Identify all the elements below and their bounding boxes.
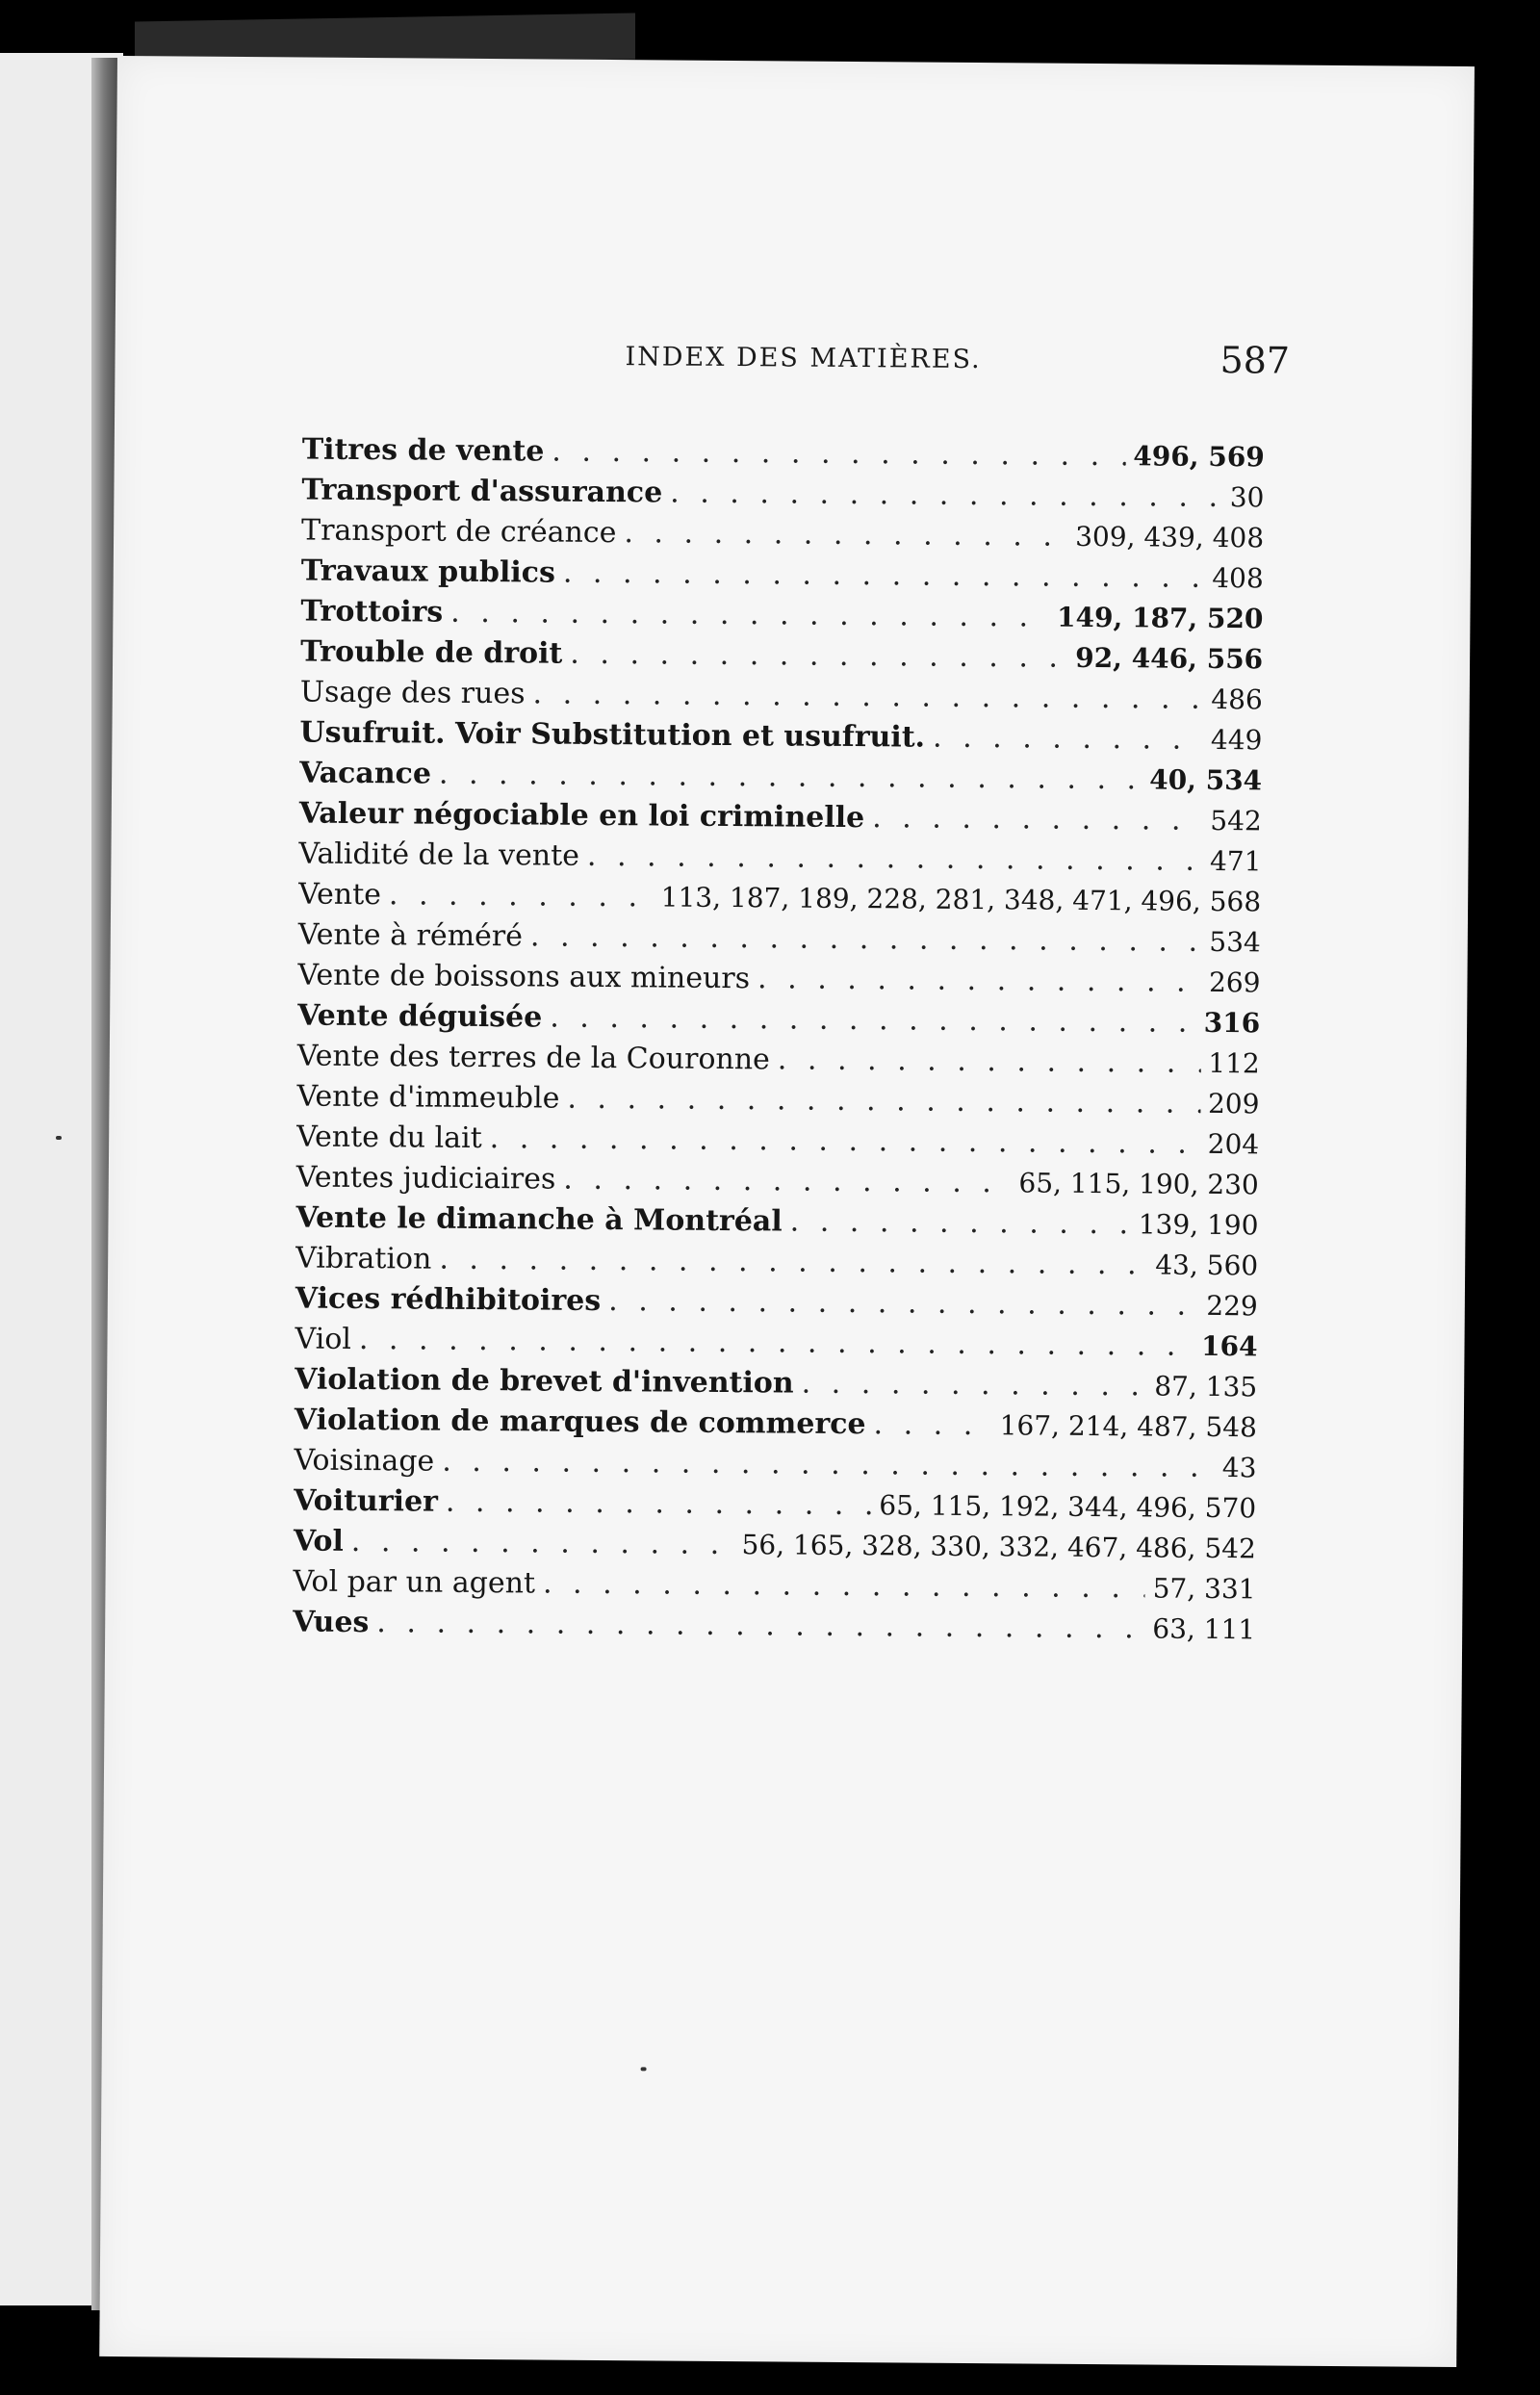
index-pages: 204 xyxy=(1207,1127,1260,1161)
index-pages: 316 xyxy=(1203,1006,1261,1040)
index-term: Vente d'immeuble xyxy=(296,1079,560,1116)
index-term: Vente à réméré xyxy=(297,917,524,954)
dot-leader xyxy=(359,1323,1194,1363)
dot-leader xyxy=(442,1445,1215,1484)
index-pages: 113, 187, 189, 228, 281, 348, 471, 496, 568 xyxy=(660,881,1262,918)
dot-leader xyxy=(439,1243,1147,1282)
dot-leader xyxy=(563,556,1205,595)
index-pages: 486 xyxy=(1211,682,1263,716)
dot-leader xyxy=(570,637,1067,675)
page-header xyxy=(115,330,1472,399)
index-term: Voiturier xyxy=(294,1483,439,1519)
index-term: Valeur négociable en loi criminelle xyxy=(298,796,865,836)
index-term: Vente le dimanche à Montréal xyxy=(295,1200,783,1239)
index-term: Vente de boissons aux mineurs xyxy=(297,958,751,996)
index-pages: 57, 331 xyxy=(1152,1572,1256,1606)
dot-leader xyxy=(351,1525,734,1561)
dot-leader xyxy=(450,596,1049,634)
dot-leader xyxy=(543,1567,1145,1606)
dot-leader xyxy=(778,1043,1201,1079)
index-term: Usage des rues xyxy=(299,675,526,711)
index-pages: 63, 111 xyxy=(1152,1612,1256,1646)
index-pages: 471 xyxy=(1209,844,1262,878)
index-pages: 167, 214, 487, 548 xyxy=(999,1409,1257,1444)
index-term: Transport de créance xyxy=(300,513,617,551)
dot-leader xyxy=(530,919,1202,958)
index-pages: 209 xyxy=(1207,1087,1260,1120)
page-number: 587 xyxy=(1219,339,1291,382)
index-term: Voisinage xyxy=(294,1443,435,1479)
index-term: Ventes judiciaires xyxy=(295,1160,556,1197)
dot-leader xyxy=(670,476,1222,515)
index-term: Trottoirs xyxy=(300,594,444,630)
index-term: Titres de vente xyxy=(301,432,545,469)
dot-leader xyxy=(933,721,1203,757)
running-title: INDEX DES MATIÈRES. xyxy=(625,342,982,375)
dot-leader xyxy=(608,1284,1198,1323)
dot-leader xyxy=(802,1367,1147,1404)
index-pages: 65, 115, 190, 230 xyxy=(1018,1167,1259,1201)
index-pages: 269 xyxy=(1208,966,1261,999)
index-pages: 229 xyxy=(1206,1289,1258,1323)
dot-leader xyxy=(624,516,1067,554)
index-pages: 542 xyxy=(1210,804,1262,837)
dot-leader xyxy=(567,1082,1200,1120)
dot-leader xyxy=(790,1205,1131,1242)
dot-leader xyxy=(587,839,1202,878)
index-term: Violation de marques de commerce xyxy=(294,1403,866,1442)
index-pages: 40, 534 xyxy=(1149,763,1263,797)
index-term: Usufruit. Voir Substitution et usufruit. xyxy=(299,715,926,755)
dot-leader xyxy=(446,1485,872,1522)
index-term: Vente des terres de la Couronne xyxy=(296,1039,771,1077)
index-pages: 30 xyxy=(1229,481,1265,514)
index-list xyxy=(293,433,1265,1654)
index-term: Vol par un agent xyxy=(293,1564,536,1601)
index-term: Vacance xyxy=(299,756,432,791)
dust-speck xyxy=(641,2067,647,2071)
index-pages: 164 xyxy=(1200,1329,1258,1363)
index-pages: 87, 135 xyxy=(1154,1370,1258,1404)
index-pages: 65, 115, 192, 344, 496, 570 xyxy=(879,1489,1257,1525)
index-term: Violation de brevet d'invention xyxy=(295,1362,794,1401)
index-pages: 112 xyxy=(1208,1046,1260,1080)
index-pages: 496, 569 xyxy=(1133,440,1265,474)
index-pages: 43 xyxy=(1221,1452,1257,1484)
index-term: Trouble de droit xyxy=(300,634,563,671)
index-pages: 43, 560 xyxy=(1155,1249,1259,1282)
index-pages: 92, 446, 556 xyxy=(1075,641,1264,676)
index-pages: 449 xyxy=(1210,723,1263,757)
index-term: Vente xyxy=(298,877,382,913)
dot-leader xyxy=(873,1407,991,1442)
dot-leader xyxy=(552,435,1125,474)
index-term: Transport d'assurance xyxy=(301,473,663,510)
dust-speck xyxy=(56,1136,62,1140)
index-term: Vibration xyxy=(295,1241,432,1276)
dot-leader xyxy=(532,677,1203,715)
index-pages: 408 xyxy=(1212,561,1264,595)
index-pages: 139, 190 xyxy=(1138,1208,1259,1242)
dot-leader xyxy=(490,1121,1200,1161)
index-term: Vol xyxy=(293,1524,344,1558)
index-term: Viol xyxy=(295,1322,352,1356)
index-pages: 534 xyxy=(1209,925,1261,959)
index-term: Validité de la vente xyxy=(298,837,580,873)
index-entry xyxy=(293,1605,1255,1653)
dot-leader xyxy=(872,801,1202,837)
index-pages: 309, 439, 408 xyxy=(1075,520,1265,554)
dot-leader xyxy=(757,962,1201,999)
index-term: Vente du lait xyxy=(296,1120,482,1156)
index-pages: 149, 187, 520 xyxy=(1056,601,1264,635)
dot-leader xyxy=(389,878,654,914)
dot-leader xyxy=(376,1606,1144,1645)
index-pages: 56, 165, 328, 330, 332, 467, 486, 542 xyxy=(741,1529,1256,1565)
index-term: Vices rédhibitoires xyxy=(295,1281,602,1318)
dot-leader xyxy=(563,1163,1011,1200)
index-term: Vues xyxy=(293,1605,370,1640)
dot-leader xyxy=(439,758,1142,797)
index-page xyxy=(99,56,1475,2367)
index-term: Travaux publics xyxy=(300,554,556,590)
index-term: Vente déguisée xyxy=(297,998,543,1035)
dot-leader xyxy=(550,1001,1196,1040)
